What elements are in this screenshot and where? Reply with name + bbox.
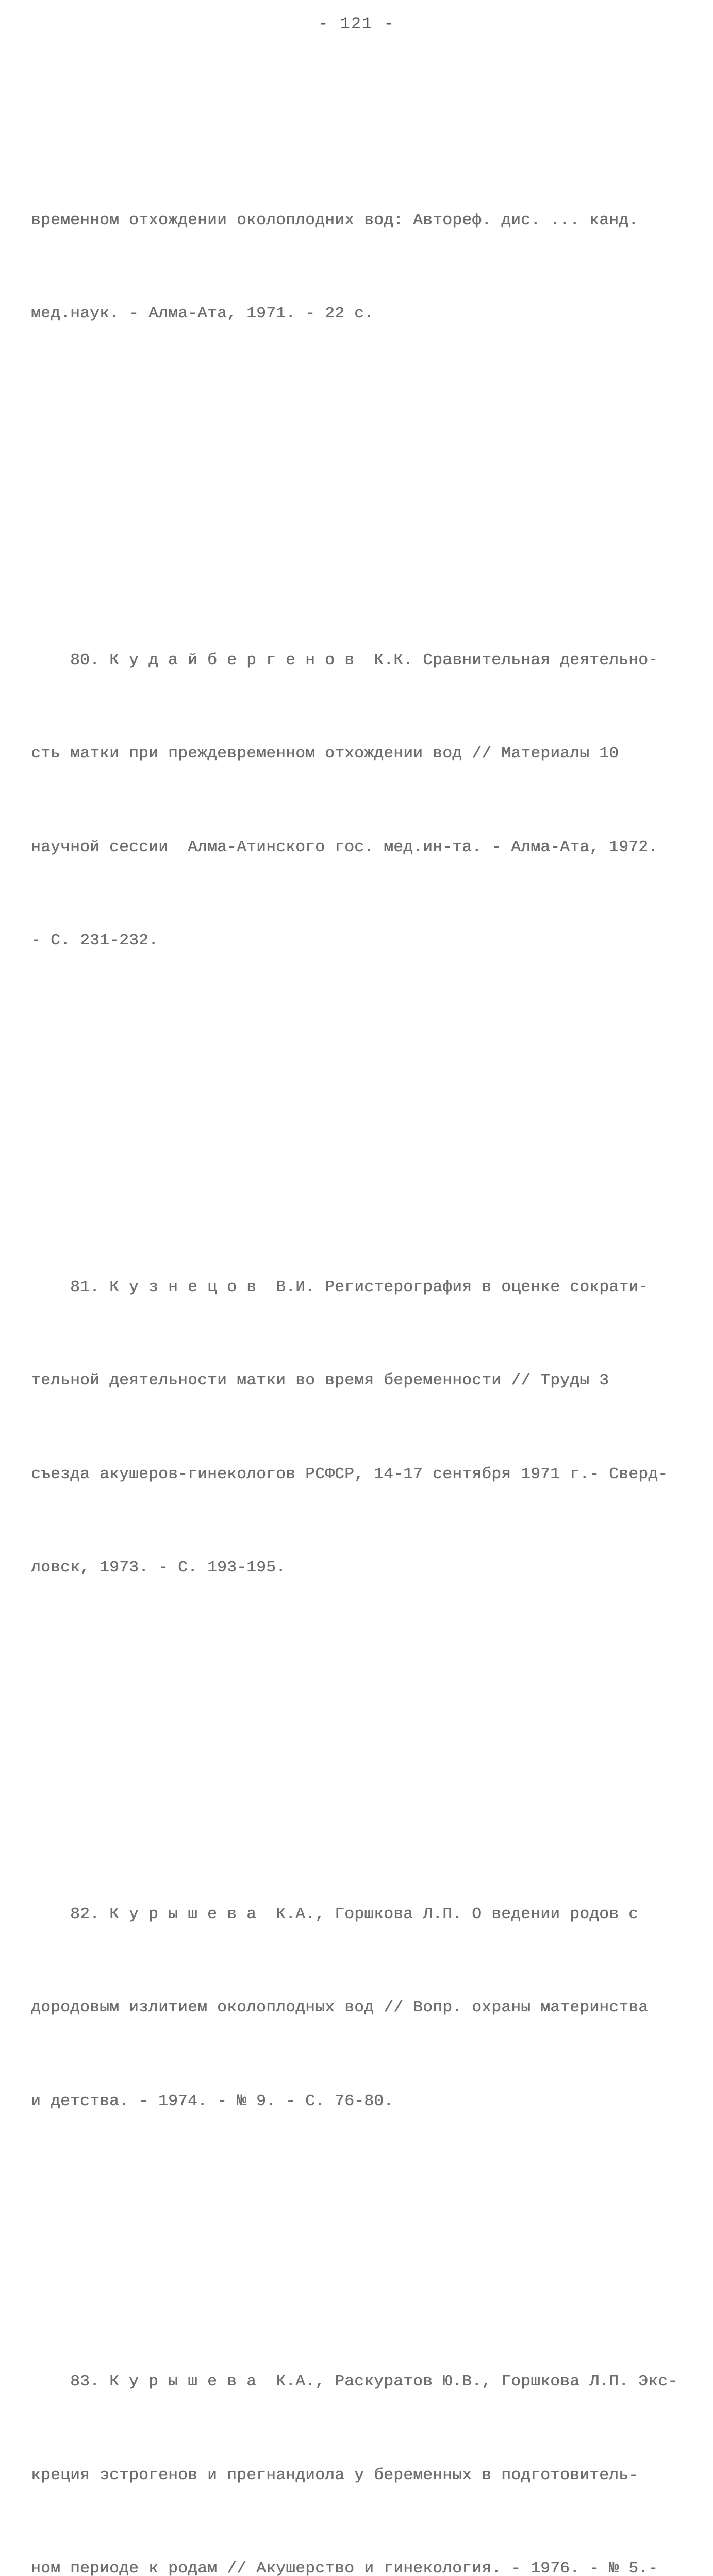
entry-line: и детства. - 1974. - № 9. - С. 76-80. xyxy=(31,2092,394,2110)
entry-line: съезда акушеров-гинекологов РСФСР, 14-17 сентября 1971 г.- Сверд- xyxy=(31,1465,668,1483)
entry-line: тельной деятельности матки во время беременности // Труды 3 xyxy=(31,1371,609,1389)
entry-line: креция эстрогенов и прегнандиола у беременных в подготовитель- xyxy=(31,2466,639,2484)
entry-line: ном периоде к родам // Акушерство и гинекология. - 1976. - № 5.- xyxy=(31,2560,658,2576)
entry-line: 81. К у з н е ц о в В.И. Регистерография в оценке сократи- xyxy=(31,1278,649,1296)
entry-line: сть матки при преждевременном отхождении вод // Материалы 10 xyxy=(31,744,619,762)
entry-line: 80. К у д а й б е р г е н о в К.К. Сравнительная деятельно- xyxy=(31,651,658,669)
bibliography-entry-80 xyxy=(31,583,686,1019)
entry-line: мед.наук. - Алма-Ата, 1971. - 22 с. xyxy=(31,304,374,323)
bibliography-entry-82 xyxy=(31,1837,686,2180)
entry-line: временном отхождении околоплодних вод: Автореф. дис. ... канд. xyxy=(31,211,639,229)
entry-line: - С. 231-232. xyxy=(31,931,159,950)
entry-line: ловск, 1973. - С. 193-195. xyxy=(31,1558,286,1577)
page-number: - 121 - xyxy=(318,14,395,33)
entry-line: 82. К у р ы ш е в а К.А., Горшкова Л.П. О ведении родов с xyxy=(31,1905,639,1923)
entry-line: 83. К у р ы ш е в а К.А., Раскуратов Ю.В., Горшкова Л.П. Экс- xyxy=(31,2372,678,2391)
bibliography-entry-83 xyxy=(31,2304,686,2576)
bibliography-entry-79-continuation xyxy=(31,143,686,392)
bibliography-text xyxy=(31,49,686,2576)
bibliography-entry-81 xyxy=(31,1210,686,1646)
entry-line: научной сессии Алма-Атинского гос. мед.ин-та. - Алма-Ата, 1972. xyxy=(31,838,658,856)
entry-line: дородовым излитием околоплодных вод // Вопр. охраны материнства xyxy=(31,1998,649,2016)
